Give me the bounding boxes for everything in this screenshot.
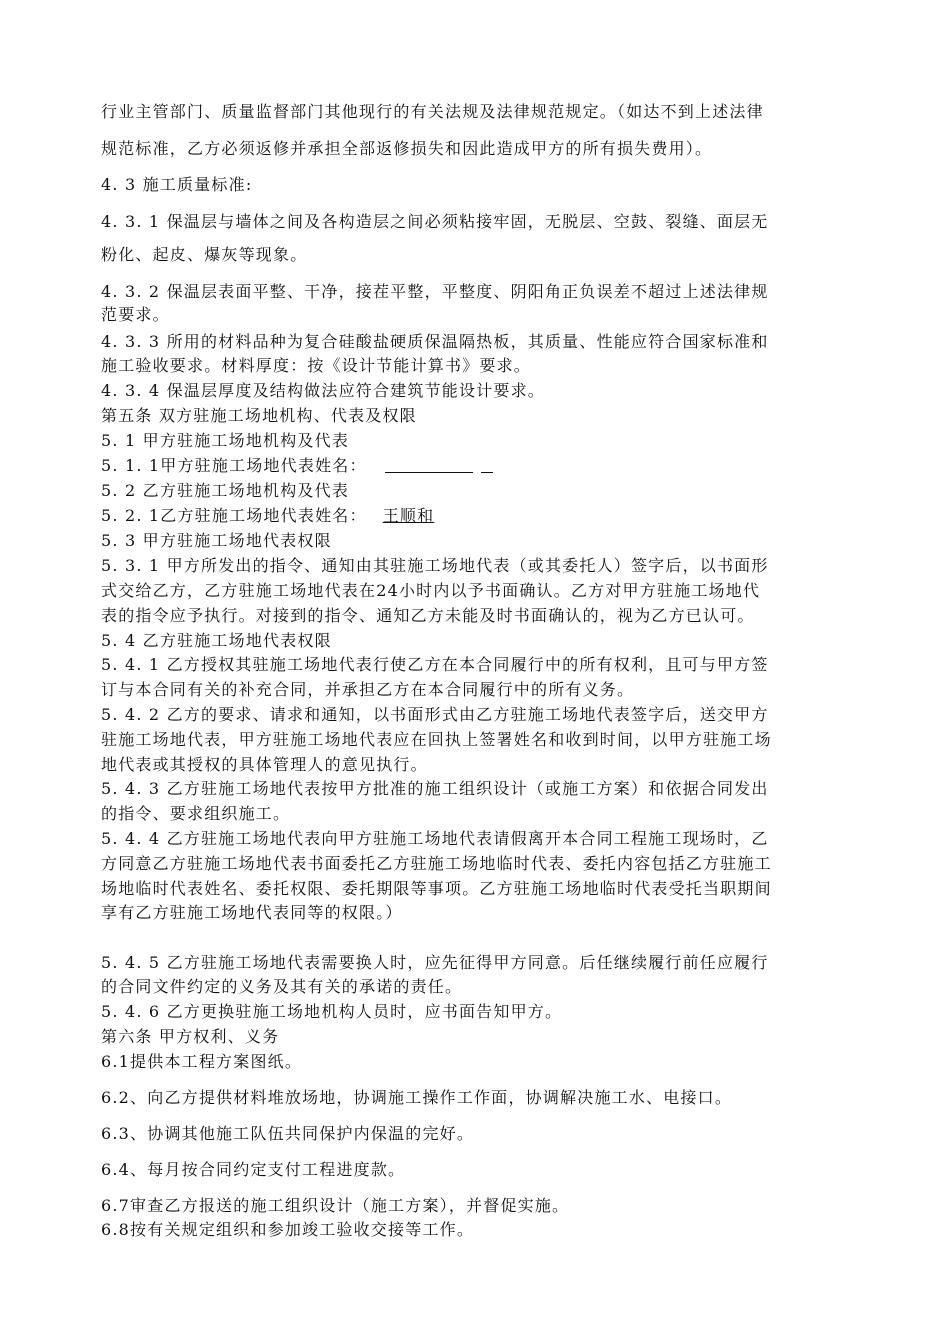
text-line: 享有乙方驻施工场地代表同等的权限。） [101,903,403,922]
line-text: 4. 3. 1 保温层与墙体之间及各构造层之间必须粘接牢固，无脱层、空鼓、裂缝、面层无 [101,212,769,231]
text-line: 的合同文件约定的义务及其有关的承诺的责任。 [101,977,463,996]
text-line [101,729,849,751]
blank-tail [481,456,493,473]
text-line: 订与本合同有关的补充合同，并承担乙方在本合同履行中的所有义务。 [101,680,635,699]
text-line: 5. 4 乙方驻施工场地代表权限 [101,631,332,650]
field-label: 5. 2. 1乙方驻施工场地代表姓名： [101,506,367,525]
text-line: 5. 3 甲方驻施工场地代表权限 [101,531,332,550]
line-text: 5. 3. 1 甲方所发出的指令、通知由其驻施工场地代表（或其委托人）签字后，以书面形 [101,556,769,575]
section-heading: 第五条 双方驻施工场地机构、代表及权限 [101,406,417,425]
text-line: 表的指令应予执行。对接到的指令、通知乙方未能及时书面确认的，视为乙方已认可。 [101,606,755,625]
jiafang-rep-name-blank [385,456,473,473]
text-line: 地代表或其授权的具体管理人的意见执行。 [101,755,428,774]
text-line: 4. 3 施工质量标准: [101,175,253,194]
text-line: 范要求。 [101,305,170,324]
text-line: 4. 3. 4 保温层厚度及结构做法应符合建筑节能设计要求。 [101,381,545,400]
text-line [101,211,849,233]
text-line: 施工验收要求。材料厚度：按《设计节能计算书》要求。 [101,356,532,375]
text-line [101,878,849,900]
text-line [101,455,493,477]
line-text: 5. 4. 3 乙方驻施工场地代表按甲方批准的施工组织设计（或施工方案）和依据合同发出 [101,779,769,798]
line-text: 5. 4. 1 乙方授权其驻施工场地代表行使乙方在本合同履行中的所有权利，且可与甲方签 [101,655,769,674]
text-line [101,101,849,123]
text-line: 5. 2 乙方驻施工场地机构及代表 [101,481,350,500]
text-line [101,654,849,676]
text-line [101,281,849,303]
text-line [101,952,849,974]
text-line [101,580,849,602]
text-line [101,555,849,577]
text-line: 6.3、协调其他施工队伍共同保护内保温的完好。 [101,1124,475,1143]
text-line [101,853,849,875]
text-line [101,505,458,527]
text-line: 5. 1 甲方驻施工场地机构及代表 [101,431,350,450]
text-line: 6.2、向乙方提供材料堆放场地，协调施工操作工作面，协调解决施工水、电接口。 [101,1088,733,1107]
text-line: 6.1提供本工程方案图纸。 [101,1052,303,1071]
line-text: 式交给乙方，乙方驻施工场地代表在24小时内以予书面确认。乙方对甲方驻施工场地代 [101,581,761,600]
section-heading: 第六条 甲方权利、义务 [101,1027,280,1046]
text-line [101,828,849,850]
text-line: 6.8按有关规定组织和参加竣工验收交接等工作。 [101,1220,475,1239]
text-line: 6.4、每月按合同约定支付工程进度款。 [101,1160,406,1179]
text-line: 6.7审查乙方报送的施工组织设计（施工方案），并督促实施。 [101,1196,570,1215]
field-label: 5. 1. 1甲方驻施工场地代表姓名： [101,456,367,475]
line-text: 行业主管部门、质量监督部门其他现行的有关法规及法律规范规定。（如达不到上述法律 [101,102,764,121]
line-text: 方同意乙方驻施工场地代表书面委托乙方驻施工场地临时代表、委托内容包括乙方驻施工 [101,854,772,873]
yifang-rep-name: 王顺和 [382,506,435,525]
line-text: 驻施工场地代表，甲方驻施工场地代表应在回执上签署姓名和收到时间，以甲方驻施工场 [101,730,772,749]
text-line [101,704,849,726]
line-text: 4. 3. 3 所用的材料品种为复合硅酸盐硬质保温隔热板，其质量、性能应符合国家标准和 [101,332,769,351]
text-line [101,778,849,800]
text-line [101,331,849,353]
line-text: 5. 4. 4 乙方驻施工场地代表向甲方驻施工场地代表请假离开本合同工程施工现场时，乙 [101,829,769,848]
line-text: 场地临时代表姓名、委托权限、委托期限等事项。乙方驻施工场地临时代表受托当职期间 [101,879,772,898]
line-text: 5. 4. 5 乙方驻施工场地代表需要换人时，应先征得甲方同意。后任继续履行前任应履行 [101,953,769,972]
text-line: 5. 4. 6 乙方更换驻施工场地机构人员时，应书面告知甲方。 [101,1002,563,1021]
text-line: 粉化、起皮、爆灰等现象。 [101,245,308,264]
line-text: 4. 3. 2 保温层表面平整、干净，接茬平整，平整度、阴阳角正负误差不超过上述法律规 [101,282,769,301]
line-text: 5. 4. 2 乙方的要求、请求和通知，以书面形式由乙方驻施工场地代表签字后，送交甲方 [101,705,769,724]
text-line: 的指令、要求组织施工。 [101,804,291,823]
text-line: 规范标准，乙方必须返修并承担全部返修损失和因此造成甲方的所有损失费用）。 [101,139,713,158]
